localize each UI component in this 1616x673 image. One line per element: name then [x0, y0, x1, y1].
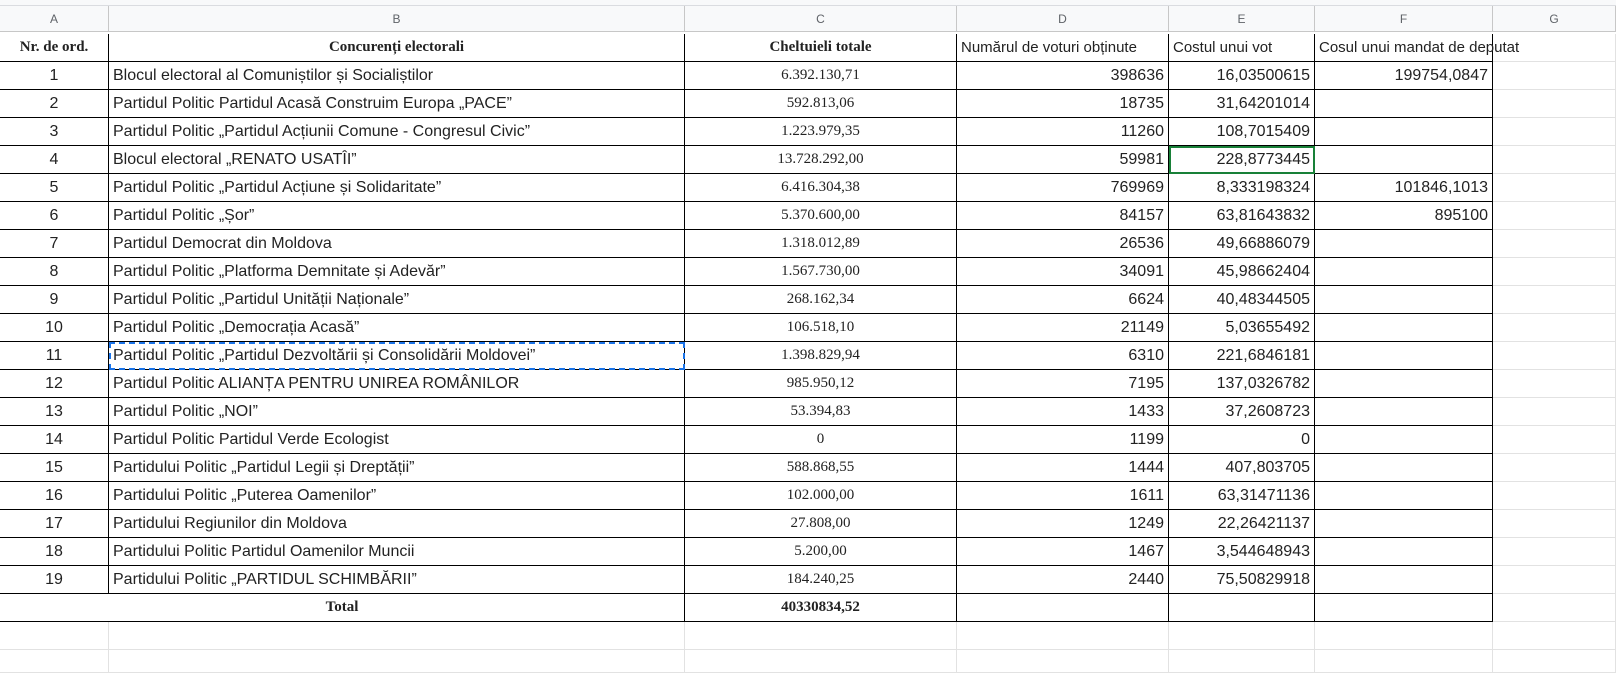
cell-concurent-3[interactable]: Partidul Politic „Partidul Acțiunii Comune - Congresul Civic” [109, 118, 685, 146]
cell-g-3[interactable] [1493, 118, 1616, 146]
cell-cost-vot-17[interactable]: 22,26421137 [1169, 510, 1315, 538]
cell-cost-mandat-4[interactable] [1315, 146, 1493, 174]
cell-nr-4[interactable]: 4 [0, 146, 109, 174]
empty-cell[interactable] [0, 650, 109, 673]
empty-cell[interactable] [685, 622, 957, 650]
cell-cost-vot-4[interactable]: 228,8773445 [1169, 146, 1315, 174]
cell-concurent-10[interactable]: Partidul Politic „Democrația Acasă” [109, 314, 685, 342]
cell-nr-11[interactable]: 11 [0, 342, 109, 370]
cell-cheltuieli-6[interactable]: 5.370.600,00 [685, 202, 957, 230]
cell-g-18[interactable] [1493, 538, 1616, 566]
empty-cell[interactable] [0, 622, 109, 650]
cell-cost-vot-9[interactable]: 40,48344505 [1169, 286, 1315, 314]
cell-cheltuieli-1[interactable]: 6.392.130,71 [685, 62, 957, 90]
cell-g-7[interactable] [1493, 230, 1616, 258]
cell-cheltuieli-4[interactable]: 13.728.292,00 [685, 146, 957, 174]
cell-g-16[interactable] [1493, 482, 1616, 510]
column-header-a[interactable]: A [0, 6, 109, 32]
cell-voturi-8[interactable]: 34091 [957, 258, 1169, 286]
cell-cost-vot-13[interactable]: 37,2608723 [1169, 398, 1315, 426]
cell-voturi-19[interactable]: 2440 [957, 566, 1169, 594]
cell-concurent-1[interactable]: Blocul electoral al Comuniștilor și Socialiștilor [109, 62, 685, 90]
cell-cost-mandat-18[interactable] [1315, 538, 1493, 566]
cell-cost-vot-14[interactable]: 0 [1169, 426, 1315, 454]
cell-cheltuieli-12[interactable]: 985.950,12 [685, 370, 957, 398]
cell-cost-mandat-10[interactable] [1315, 314, 1493, 342]
cell-concurent-19[interactable]: Partidului Politic „PARTIDUL SCHIMBĂRII” [109, 566, 685, 594]
header-concurenti[interactable]: Concurenți electorali [109, 34, 685, 62]
cell-cost-mandat-17[interactable] [1315, 510, 1493, 538]
cell-g-4[interactable] [1493, 146, 1616, 174]
cell-voturi-3[interactable]: 11260 [957, 118, 1169, 146]
cell-concurent-14[interactable]: Partidul Politic Partidul Verde Ecologist [109, 426, 685, 454]
cell-total-cheltuieli[interactable]: 40330834,52 [685, 594, 957, 622]
header-cheltuieli[interactable]: Cheltuieli totale [685, 34, 957, 62]
cell-cost-mandat-11[interactable] [1315, 342, 1493, 370]
cell-nr-9[interactable]: 9 [0, 286, 109, 314]
empty-cell[interactable] [109, 650, 685, 673]
cell-concurent-18[interactable]: Partidului Politic Partidul Oamenilor Muncii [109, 538, 685, 566]
cell-nr-6[interactable]: 6 [0, 202, 109, 230]
cell-g-6[interactable] [1493, 202, 1616, 230]
cell-g-11[interactable] [1493, 342, 1616, 370]
cell-g-14[interactable] [1493, 426, 1616, 454]
cell-g-13[interactable] [1493, 398, 1616, 426]
cell-voturi-12[interactable]: 7195 [957, 370, 1169, 398]
cell-cost-vot-19[interactable]: 75,50829918 [1169, 566, 1315, 594]
cell-cost-vot-18[interactable]: 3,544648943 [1169, 538, 1315, 566]
cell-cheltuieli-10[interactable]: 106.518,10 [685, 314, 957, 342]
cell-cost-vot-16[interactable]: 63,31471136 [1169, 482, 1315, 510]
cell-voturi-9[interactable]: 6624 [957, 286, 1169, 314]
header-cost-vot[interactable]: Costul unui vot [1169, 34, 1315, 62]
cell-concurent-17[interactable]: Partidului Regiunilor din Moldova [109, 510, 685, 538]
cell-nr-16[interactable]: 16 [0, 482, 109, 510]
empty-cell[interactable] [1493, 622, 1616, 650]
empty-cell[interactable] [109, 622, 685, 650]
column-header-e[interactable]: E [1169, 6, 1315, 32]
column-header-c[interactable]: C [685, 6, 957, 32]
cell-voturi-10[interactable]: 21149 [957, 314, 1169, 342]
column-header-b[interactable]: B [109, 6, 685, 32]
cell-cost-mandat-3[interactable] [1315, 118, 1493, 146]
cell-cheltuieli-7[interactable]: 1.318.012,89 [685, 230, 957, 258]
cell-cheltuieli-19[interactable]: 184.240,25 [685, 566, 957, 594]
cell-cost-vot-15[interactable]: 407,803705 [1169, 454, 1315, 482]
cell-g-2[interactable] [1493, 90, 1616, 118]
cell-cheltuieli-14[interactable]: 0 [685, 426, 957, 454]
cell-cost-mandat-7[interactable] [1315, 230, 1493, 258]
cell-concurent-13[interactable]: Partidul Politic „NOI” [109, 398, 685, 426]
cell-cheltuieli-8[interactable]: 1.567.730,00 [685, 258, 957, 286]
cell-cost-vot-8[interactable]: 45,98662404 [1169, 258, 1315, 286]
cell-cost-mandat-13[interactable] [1315, 398, 1493, 426]
cell-total-voturi[interactable] [957, 594, 1169, 622]
cell-cost-mandat-5[interactable]: 101846,1013 [1315, 174, 1493, 202]
cell-nr-10[interactable]: 10 [0, 314, 109, 342]
cell-cheltuieli-5[interactable]: 6.416.304,38 [685, 174, 957, 202]
cell-g-8[interactable] [1493, 258, 1616, 286]
cell-cost-vot-1[interactable]: 16,03500615 [1169, 62, 1315, 90]
cell-voturi-5[interactable]: 769969 [957, 174, 1169, 202]
cell-voturi-6[interactable]: 84157 [957, 202, 1169, 230]
cell-g-9[interactable] [1493, 286, 1616, 314]
cell-cost-mandat-1[interactable]: 199754,0847 [1315, 62, 1493, 90]
cell-cheltuieli-2[interactable]: 592.813,06 [685, 90, 957, 118]
cell-nr-19[interactable]: 19 [0, 566, 109, 594]
header-nr[interactable]: Nr. de ord. [0, 34, 109, 62]
cell-cost-vot-11[interactable]: 221,6846181 [1169, 342, 1315, 370]
cell-cost-vot-3[interactable]: 108,7015409 [1169, 118, 1315, 146]
cell-nr-13[interactable]: 13 [0, 398, 109, 426]
cell-cost-mandat-12[interactable] [1315, 370, 1493, 398]
cell-voturi-16[interactable]: 1611 [957, 482, 1169, 510]
cell-g-5[interactable] [1493, 174, 1616, 202]
cell-concurent-12[interactable]: Partidul Politic ALIANȚA PENTRU UNIREA ROMÂNILOR [109, 370, 685, 398]
cell-total-cost-vot[interactable] [1169, 594, 1315, 622]
empty-cell[interactable] [1315, 650, 1493, 673]
empty-cell[interactable] [685, 650, 957, 673]
cell-concurent-4[interactable]: Blocul electoral „RENATO USATÎI” [109, 146, 685, 174]
cell-nr-7[interactable]: 7 [0, 230, 109, 258]
cell-g-10[interactable] [1493, 314, 1616, 342]
cell-cost-mandat-2[interactable] [1315, 90, 1493, 118]
cell-concurent-2[interactable]: Partidul Politic Partidul Acasă Construim Europa „PACE” [109, 90, 685, 118]
cell-nr-14[interactable]: 14 [0, 426, 109, 454]
column-header-g[interactable]: G [1493, 6, 1616, 32]
cell-g-12[interactable] [1493, 370, 1616, 398]
cell-concurent-8[interactable]: Partidul Politic „Platforma Demnitate și Adevăr” [109, 258, 685, 286]
cell-total-cost-mandat[interactable] [1315, 594, 1493, 622]
cell-cheltuieli-13[interactable]: 53.394,83 [685, 398, 957, 426]
cell-cheltuieli-11[interactable]: 1.398.829,94 [685, 342, 957, 370]
cell-concurent-15[interactable]: Partidului Politic „Partidul Legii și Dreptății” [109, 454, 685, 482]
cell-concurent-6[interactable]: Partidul Politic „Șor” [109, 202, 685, 230]
column-header-f[interactable]: F [1315, 6, 1493, 32]
empty-cell[interactable] [1169, 650, 1315, 673]
cell-nr-5[interactable]: 5 [0, 174, 109, 202]
cell-g-15[interactable] [1493, 454, 1616, 482]
cell-concurent-16[interactable]: Partidului Politic „Puterea Oamenilor” [109, 482, 685, 510]
cell-cost-vot-10[interactable]: 5,03655492 [1169, 314, 1315, 342]
cell-cost-mandat-8[interactable] [1315, 258, 1493, 286]
cell-g-17[interactable] [1493, 510, 1616, 538]
cell-cost-mandat-9[interactable] [1315, 286, 1493, 314]
cell-voturi-15[interactable]: 1444 [957, 454, 1169, 482]
cell-voturi-13[interactable]: 1433 [957, 398, 1169, 426]
empty-cell[interactable] [957, 622, 1169, 650]
column-header-d[interactable]: D [957, 6, 1169, 32]
cell-cheltuieli-18[interactable]: 5.200,00 [685, 538, 957, 566]
cell-voturi-2[interactable]: 18735 [957, 90, 1169, 118]
empty-cell[interactable] [957, 650, 1169, 673]
cell-voturi-4[interactable]: 59981 [957, 146, 1169, 174]
cell-nr-2[interactable]: 2 [0, 90, 109, 118]
header-voturi[interactable]: Numărul de voturi obținute [957, 34, 1169, 62]
cell-cheltuieli-16[interactable]: 102.000,00 [685, 482, 957, 510]
cell-g-1[interactable] [1493, 62, 1616, 90]
empty-cell[interactable] [1493, 650, 1616, 673]
cell-cost-mandat-16[interactable] [1315, 482, 1493, 510]
cell-cheltuieli-9[interactable]: 268.162,34 [685, 286, 957, 314]
cell-nr-12[interactable]: 12 [0, 370, 109, 398]
cell-cost-mandat-15[interactable] [1315, 454, 1493, 482]
cell-cost-vot-6[interactable]: 63,81643832 [1169, 202, 1315, 230]
cell-concurent-9[interactable]: Partidul Politic „Partidul Unității Naționale” [109, 286, 685, 314]
header-cost-mandat[interactable]: Cosul unui mandat de deputat [1315, 34, 1493, 62]
empty-cell[interactable] [1169, 622, 1315, 650]
cell-nr-3[interactable]: 3 [0, 118, 109, 146]
cell-cost-vot-7[interactable]: 49,66886079 [1169, 230, 1315, 258]
cell-concurent-7[interactable]: Partidul Democrat din Moldova [109, 230, 685, 258]
cell-voturi-7[interactable]: 26536 [957, 230, 1169, 258]
cell-nr-15[interactable]: 15 [0, 454, 109, 482]
cell-total-label[interactable]: Total [0, 594, 685, 622]
cell-cost-vot-2[interactable]: 31,64201014 [1169, 90, 1315, 118]
cell-voturi-11[interactable]: 6310 [957, 342, 1169, 370]
cell-g-total[interactable] [1493, 594, 1616, 622]
cell-concurent-5[interactable]: Partidul Politic „Partidul Acțiune și Solidaritate” [109, 174, 685, 202]
cell-g-header[interactable] [1493, 34, 1616, 62]
cell-cheltuieli-3[interactable]: 1.223.979,35 [685, 118, 957, 146]
cell-concurent-11[interactable]: Partidul Politic „Partidul Dezvoltării și Consolidării Moldovei” [109, 342, 685, 370]
cell-cost-mandat-6[interactable]: 895100 [1315, 202, 1493, 230]
empty-cell[interactable] [1315, 622, 1493, 650]
cell-cost-mandat-14[interactable] [1315, 426, 1493, 454]
cell-voturi-18[interactable]: 1467 [957, 538, 1169, 566]
cell-nr-1[interactable]: 1 [0, 62, 109, 90]
cell-g-19[interactable] [1493, 566, 1616, 594]
cell-voturi-1[interactable]: 398636 [957, 62, 1169, 90]
cell-cost-vot-5[interactable]: 8,333198324 [1169, 174, 1315, 202]
cell-cheltuieli-17[interactable]: 27.808,00 [685, 510, 957, 538]
cell-nr-17[interactable]: 17 [0, 510, 109, 538]
cell-cost-mandat-19[interactable] [1315, 566, 1493, 594]
cell-voturi-14[interactable]: 1199 [957, 426, 1169, 454]
cell-nr-18[interactable]: 18 [0, 538, 109, 566]
cell-cost-vot-12[interactable]: 137,0326782 [1169, 370, 1315, 398]
cell-voturi-17[interactable]: 1249 [957, 510, 1169, 538]
cell-nr-8[interactable]: 8 [0, 258, 109, 286]
cell-cheltuieli-15[interactable]: 588.868,55 [685, 454, 957, 482]
